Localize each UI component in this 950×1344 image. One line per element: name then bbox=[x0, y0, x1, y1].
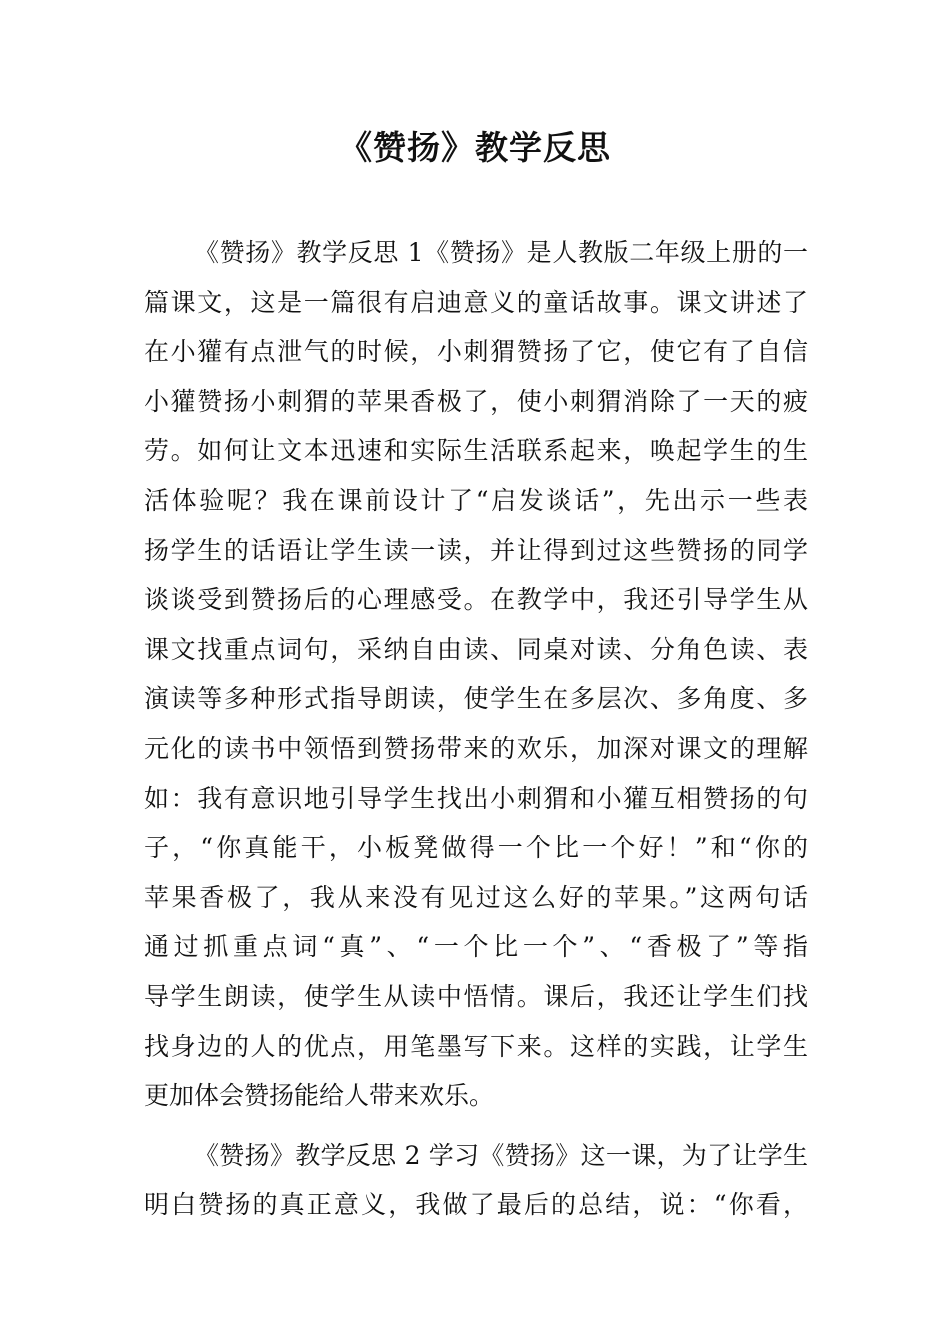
paragraph-2 bbox=[144, 1131, 808, 1230]
text-line: 明白赞扬的真正意义，我做了最后的总结，说：“你看， bbox=[144, 1190, 808, 1220]
text-line: 活体验呢？我在课前设计了“启发谈话”，先出示一些表 bbox=[144, 485, 808, 515]
text-line: 苹果香极了，我从来没有见过这么好的苹果。”这两句话 bbox=[144, 882, 808, 912]
text-line: 《赞扬》教学反思 2 学习《赞扬》这一课，为了让学生 bbox=[194, 1140, 808, 1170]
text-line: 在小獾有点泄气的时候，小刺猬赞扬了它，使它有了自信 bbox=[144, 337, 808, 367]
text-line: 如：我有意识地引导学生找出小刺猬和小獾互相赞扬的句 bbox=[144, 783, 808, 813]
text-line: 小獾赞扬小刺猬的苹果香极了，使小刺猬消除了一天的疲 bbox=[144, 386, 808, 416]
document-body bbox=[144, 228, 808, 1230]
text-line: 元化的读书中领悟到赞扬带来的欢乐，加深对课文的理解 bbox=[144, 733, 808, 763]
text-line: 找身边的人的优点，用笔墨写下来。这样的实践，让学生 bbox=[144, 1031, 808, 1061]
text-line: 劳。如何让文本迅速和实际生活联系起来，唤起学生的生 bbox=[144, 436, 808, 466]
text-line: 更加体会赞扬能给人带来欢乐。 bbox=[144, 1081, 495, 1111]
text-line: 篇课文，这是一篇很有启迪意义的童话故事。课文讲述了 bbox=[144, 287, 808, 317]
text-line: 演读等多种形式指导朗读，使学生在多层次、多角度、多 bbox=[144, 684, 808, 714]
text-line: 通过抓重点词“真”、“一个比一个”、“香极了”等指 bbox=[144, 932, 808, 962]
paragraph-1 bbox=[144, 228, 808, 1121]
text-line: 导学生朗读，使学生从读中悟情。课后，我还让学生们找 bbox=[144, 981, 808, 1011]
text-line: 扬学生的话语让学生读一读，并让得到过这些赞扬的同学 bbox=[144, 535, 808, 565]
document-title: 《赞扬》教学反思 bbox=[339, 128, 611, 167]
text-line: 谈谈受到赞扬后的心理感受。在教学中，我还引导学生从 bbox=[144, 585, 808, 615]
paragraph-spacer bbox=[144, 1121, 808, 1131]
text-line: 《赞扬》教学反思 1《赞扬》是人教版二年级上册的一 bbox=[194, 238, 808, 267]
text-line: 子，“你真能干，小板凳做得一个比一个好！”和“你的 bbox=[144, 833, 808, 863]
text-line: 课文找重点词句，采纳自由读、同桌对读、分角色读、表 bbox=[144, 634, 808, 664]
